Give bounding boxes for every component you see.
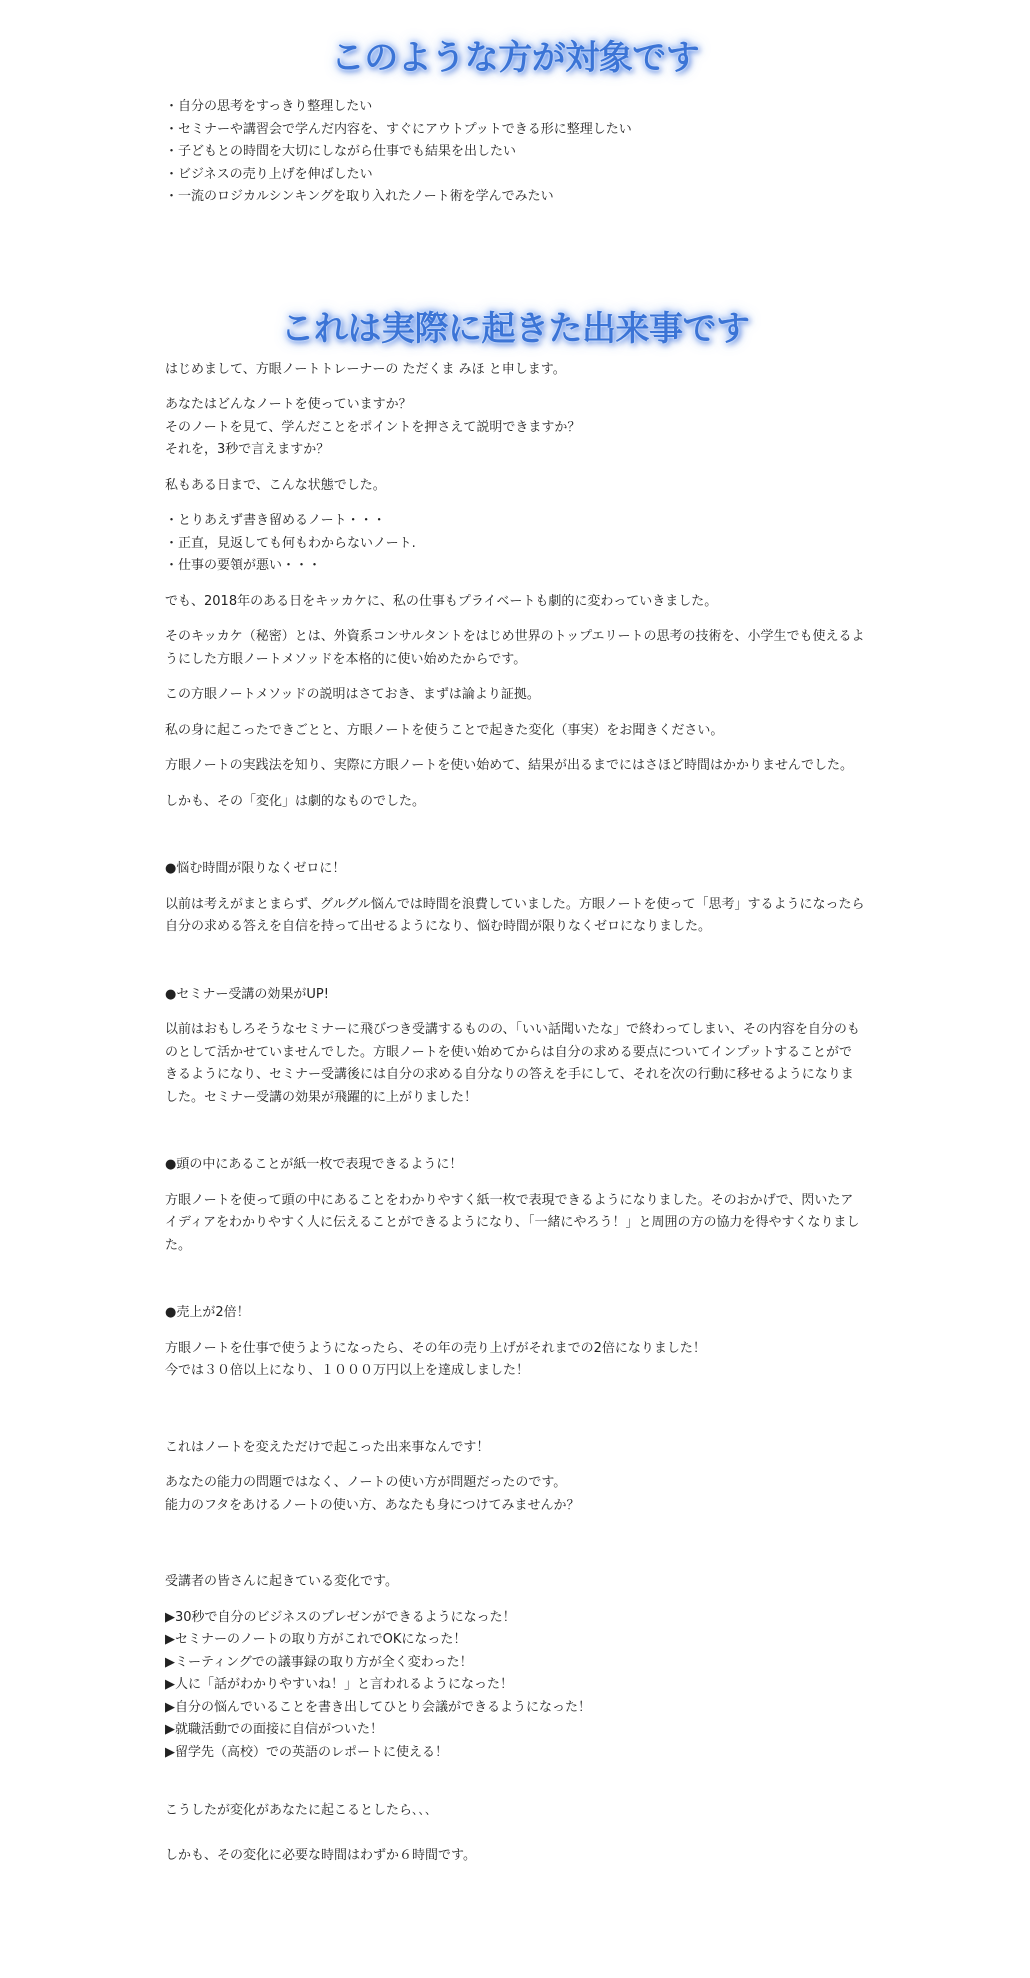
target-item: ・ビジネスの売り上げを伸ばしたい: [165, 166, 373, 182]
target-item: ・自分の思考をすっきり整理したい: [165, 99, 373, 114]
intro-text: はじめまして、方眼ノートトレーナーの ただくま みほ と申します。: [165, 361, 566, 377]
target-item: ・子どもとの時間を大切にしながら仕事でも結果を出したい: [165, 144, 517, 159]
target-list: [165, 96, 865, 209]
students-intro-text: 受講者の皆さんに起きている変化です。: [165, 1574, 398, 1589]
point-title: ●悩む時間が限りなくゼロに！: [165, 861, 346, 876]
time-text: 方眼ノートの実践法を知り、実際に方眼ノートを使い始めて、結果が出るまでにはさほど時間はかかりませんでした。: [165, 758, 853, 773]
point-title: ●売上が2倍！: [165, 1305, 250, 1320]
proof-text: この方眼ノートメソッドの説明はさておき、まずは論より証拠。: [165, 687, 540, 702]
point-title: ●セミナー受講の効果がUP!: [165, 986, 329, 1002]
target-item: ・セミナーや講習会で学んだ内容を、すぐにアウトプットできる形に整理したい: [165, 121, 632, 137]
point-body: 方眼ノートを使って頭の中にあることをわかりやすく紙一枚で表現できるようになりました。そのおかげで、閃いたアイディアをわかりやすく人に伝えることができるようになり、「一緒にやろう！」と周囲の方の協力を得やすくなりました。: [165, 1192, 860, 1253]
students-list: ▶30秒で自分のビジネスのプレゼンができるようになった！ ▶セミナーのノートの取り方がこれでOKになった！ ▶ミーティングでの議事録の取り方が全く変わった！ ▶人に「話がわかりやすいね！」と言われるようになった！ ▶自分の悩んでいることを書き出してひとり会議ができるようになった！ ▶就職活動での面接に自信がついた！ ▶留学先（高校）での英語のレポートに使える！: [165, 1609, 591, 1760]
state-list: ・とりあえず書き留めるノート・・・ ・正直，見返しても何もわからないノート. ・仕事の要領が悪い・・・: [165, 513, 416, 573]
dramatic-text: しかも、その「変化」は劇的なものでした。: [165, 793, 426, 809]
six-hours-text: しかも、その変化に必要な時間はわずか６時間です。: [165, 1847, 476, 1863]
point-body: 以前はおもしろそうなセミナーに飛びつき受講するものの、「いい話聞いたな」で終わってしまい、その内容を自分のものとして活かせていませんでした。方眼ノートを使い始めてからは自分の求める要点についてインプットすることができるようになり、セミナー受講後には自分の求める自分なりの答えを手にして、それを次の行動に移せるようになりました。セミナー受講の効果が飛躍的に上がりました！: [165, 1022, 860, 1105]
listen-text: 私の身に起こったできごとと、方眼ノートを使うことで起きた変化（事実）をお聞きください。: [165, 722, 724, 738]
point-body: 方眼ノートを仕事で使うようになったら、その年の売り上げがそれまでの2倍になりました！ 今では３０倍以上になり、１０００万円以上を達成しました！: [165, 1340, 706, 1378]
content: [165, 0, 865, 1867]
change-text: でも、2018年のある日をキッカケに、私の仕事もプライベートも劇的に変わっていきました。: [165, 593, 718, 609]
secret-text: そのキッカケ（秘密）とは、外資系コンサルタントをはじめ世界のトップエリートの思考の技術を、小学生でも使えるようにした方眼ノートメソッドを本格的に使い始めたからです。: [165, 629, 865, 667]
section-title-story: これは実際に起きた出来事です: [280, 308, 750, 349]
state-intro-text: 私もある日まで、こんな状態でした。: [165, 477, 386, 493]
conclusion-text: これはノートを変えただけで起こった出来事なんです！: [165, 1439, 490, 1455]
ability-text: あなたの能力の問題ではなく、ノートの使い方が問題だったのです。 能力のフタをあけるノートの使い方、あなたも身につけてみませんか？: [165, 1475, 580, 1513]
target-item: ・一流のロジカルシンキングを取り入れたノート術を学んでみたい: [165, 189, 554, 204]
questions-text: あなたはどんなノートを使っていますか？ そのノートを見て、学んだことをポイントを押さえて説明できますか？ それを，3秒で言えますか？: [165, 397, 581, 457]
point-body: 以前は考えがまとまらず、グルグル悩んでは時間を浪費していました。方眼ノートを使って「思考」するようになったら自分の求める答えを自信を持って出せるようになり、悩む時間が限りなくゼロになりました。: [165, 896, 865, 934]
if-change-text: こうしたが変化があなたに起こるとしたら､､､: [165, 1803, 432, 1818]
point-title: ●頭の中にあることが紙一枚で表現できるように！: [165, 1157, 463, 1172]
section-title-target: このような方が対象です: [330, 38, 700, 78]
